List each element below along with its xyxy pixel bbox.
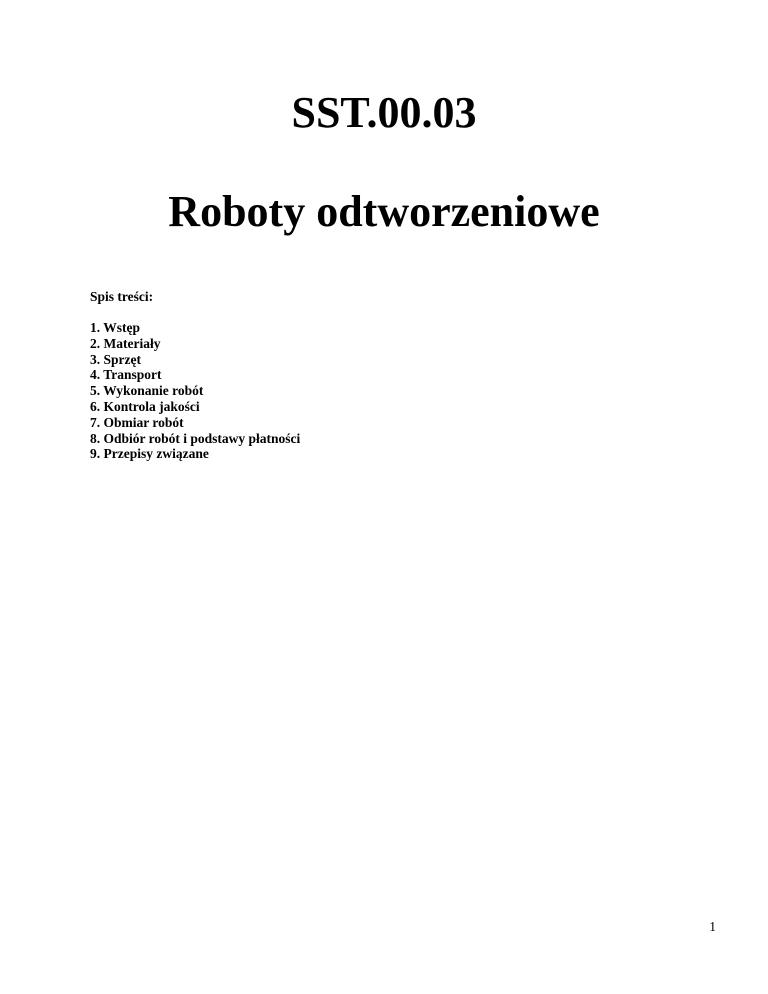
document-title: Roboty odtworzeniowe xyxy=(168,187,600,236)
page-number: 1 xyxy=(709,919,716,934)
document-code: SST.00.03 xyxy=(291,88,477,137)
toc-item: 3. Sprzęt xyxy=(90,351,141,367)
toc-item: 6. Kontrola jakości xyxy=(90,398,200,414)
toc-heading: Spis treści: xyxy=(90,289,154,304)
toc-item: 5. Wykonanie robót xyxy=(90,383,204,399)
toc-item: 8. Odbiór robót i podstawy płatności xyxy=(90,430,301,446)
toc-item: 1. Wstęp xyxy=(90,320,141,335)
toc-item: 9. Przepisy związane xyxy=(90,446,209,462)
toc-item: 7. Obmiar robót xyxy=(90,414,184,430)
toc-item: 4. Transport xyxy=(90,367,162,383)
table-of-contents xyxy=(90,320,300,462)
toc-item: 2. Materiały xyxy=(90,335,161,351)
